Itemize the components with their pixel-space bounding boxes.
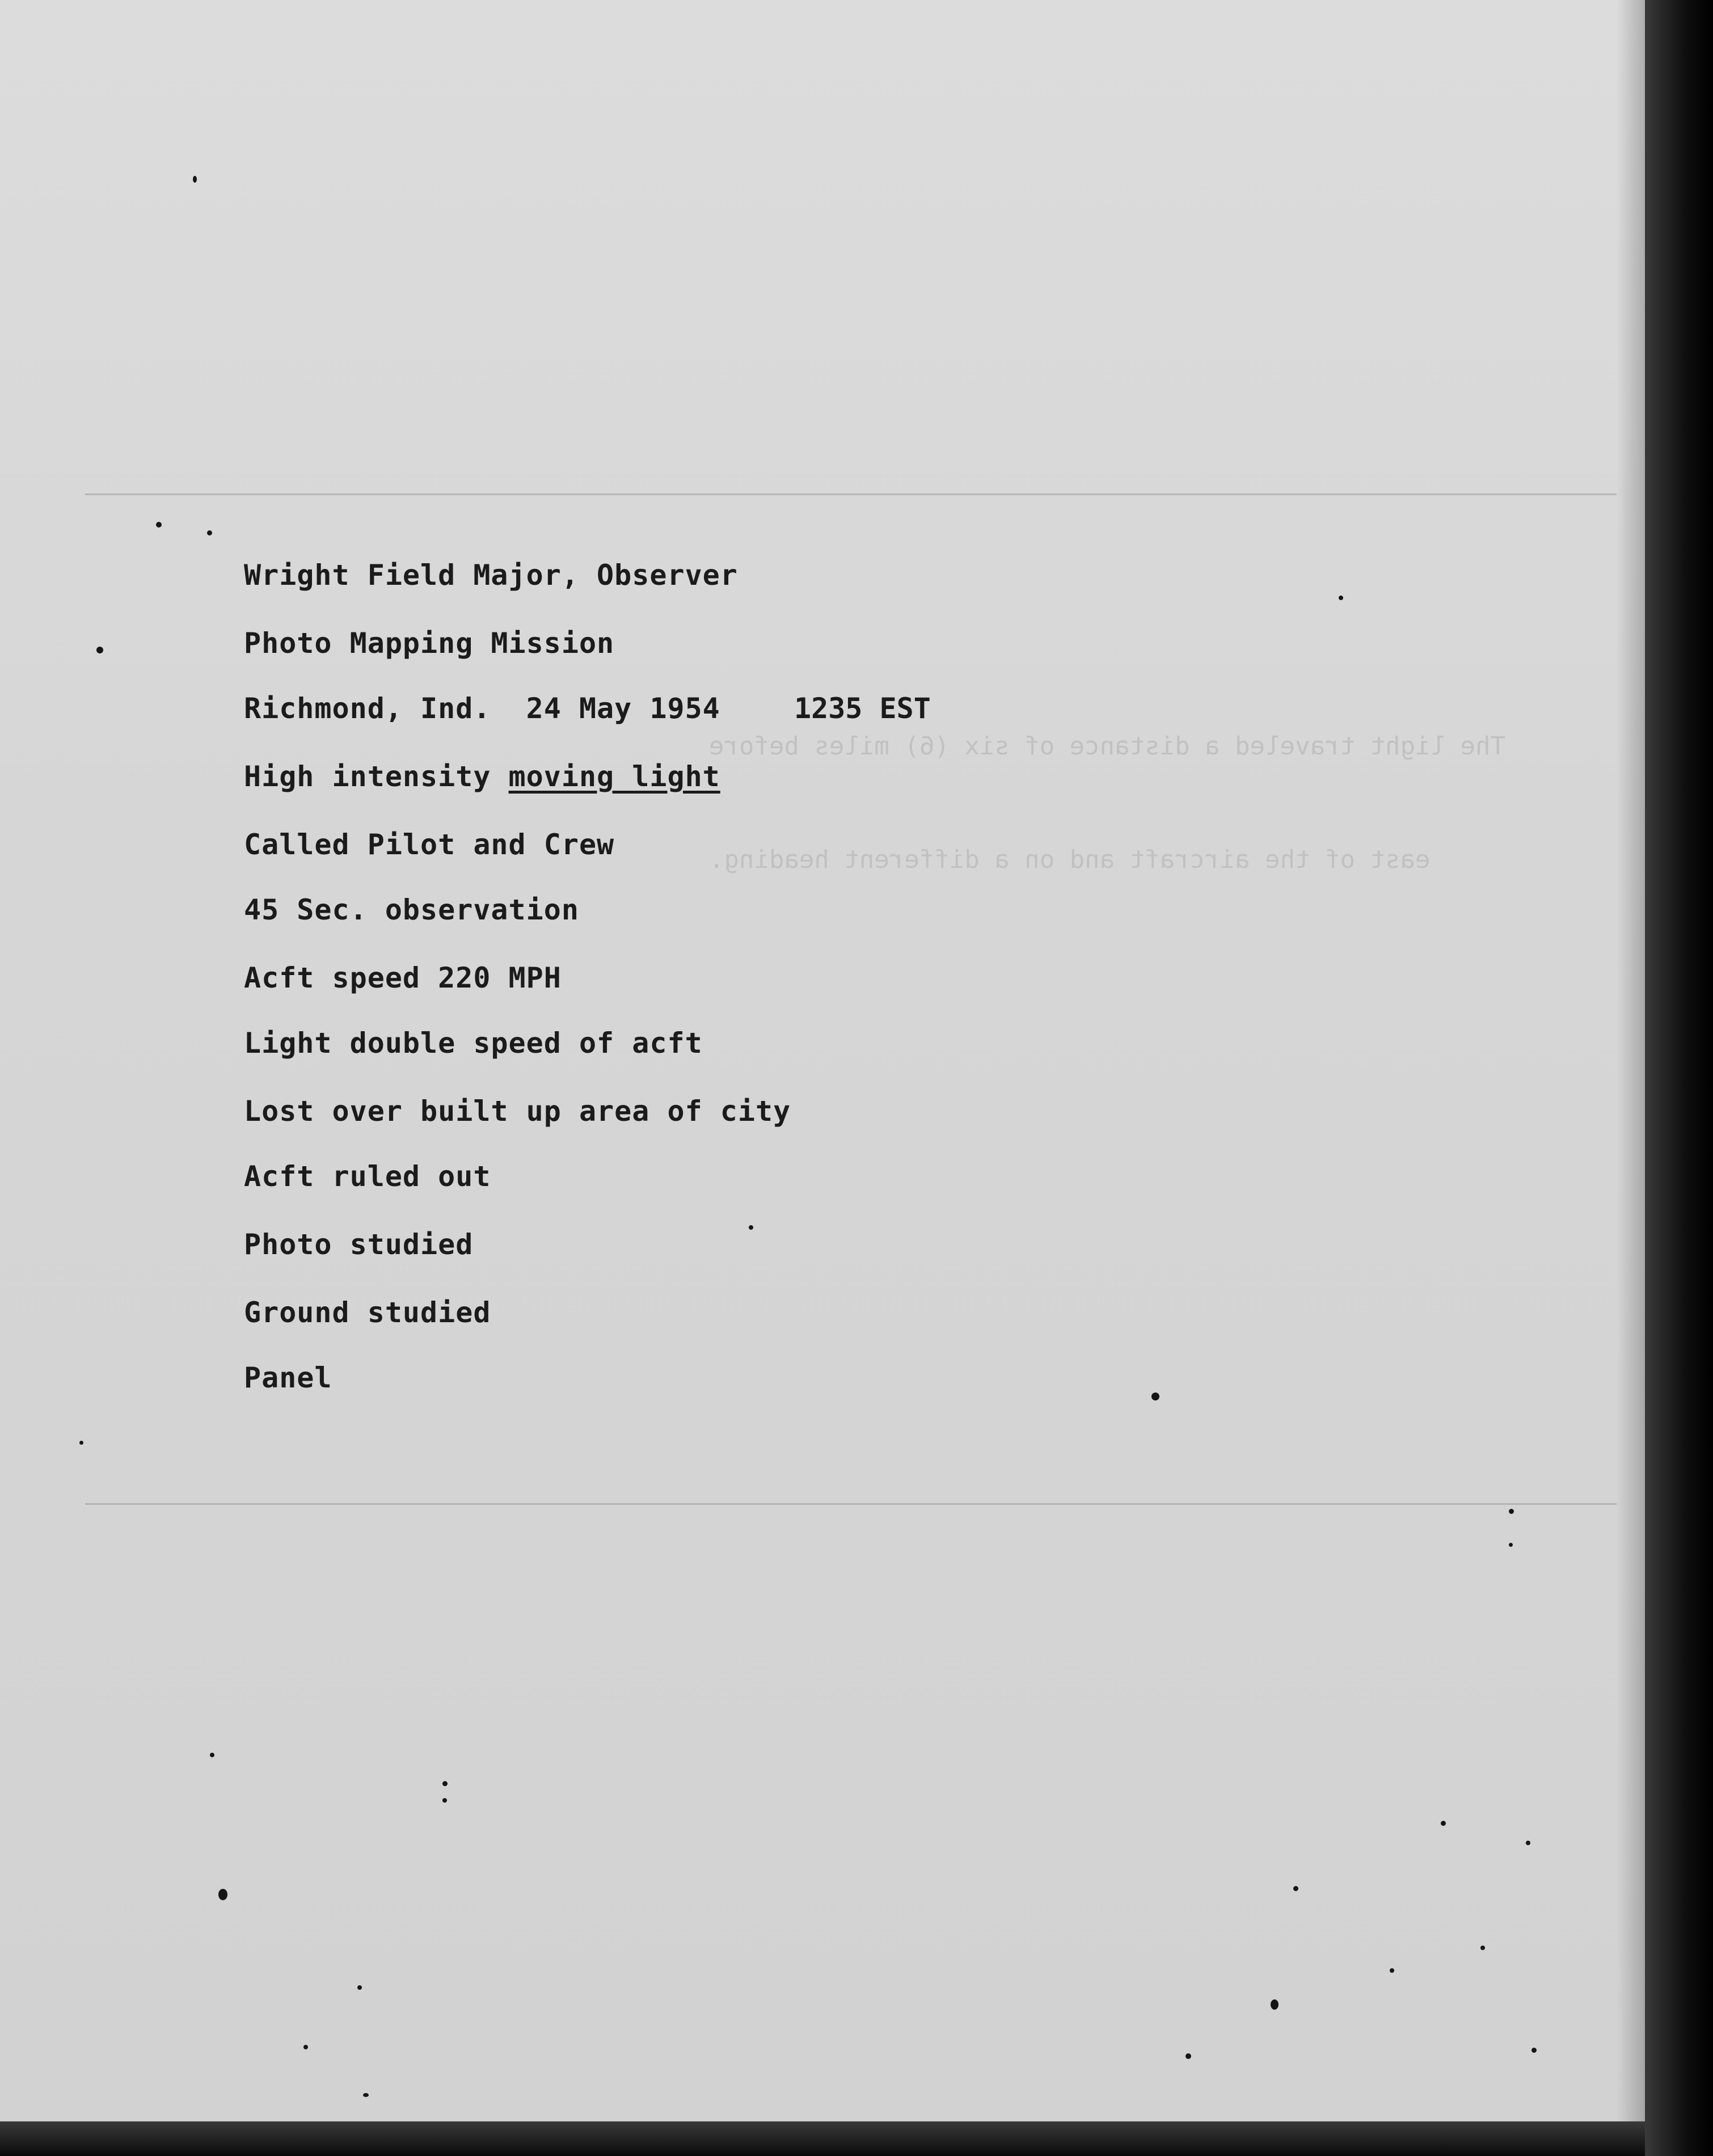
lost-line: Lost over built up area of city	[244, 1095, 791, 1128]
acft-ruled-line: Acft ruled out	[244, 1160, 491, 1193]
ground-studied-line: Ground studied	[244, 1296, 491, 1329]
dust-speck	[1185, 2053, 1191, 2059]
dust-speck	[1526, 1841, 1530, 1845]
underlined-phrase: moving light	[508, 760, 720, 793]
dust-speck	[1293, 1886, 1298, 1891]
dust-speck	[1339, 596, 1343, 600]
intensity-line	[244, 760, 720, 793]
location-date-line: Richmond, Ind. 24 May 1954	[244, 692, 720, 725]
dust-speck	[1390, 1968, 1394, 1973]
dust-speck	[156, 522, 162, 528]
dust-speck	[442, 1798, 447, 1803]
dust-speck	[363, 2093, 369, 2097]
panel-line: Panel	[244, 1361, 332, 1394]
bleed-through-text: east of the aircraft and on a different heading.	[709, 845, 1431, 874]
intensity-text: High intensity	[244, 760, 509, 793]
dust-speck	[210, 1753, 214, 1757]
dust-speck	[1441, 1821, 1446, 1826]
dust-speck	[193, 176, 197, 183]
light-speed-line: Light double speed of acft	[244, 1027, 703, 1060]
photo-studied-line: Photo studied	[244, 1228, 474, 1261]
observer-line: Wright Field Major, Observer	[244, 559, 738, 592]
observation-line: 45 Sec. observation	[244, 893, 579, 926]
dust-speck	[96, 647, 103, 653]
dust-speck	[1509, 1509, 1514, 1514]
scan-border-right	[1645, 0, 1713, 2156]
dust-speck	[749, 1225, 753, 1230]
time-text: 1235 EST	[794, 692, 931, 725]
dust-speck	[1531, 2048, 1537, 2053]
dust-speck	[1509, 1543, 1513, 1547]
dust-speck	[442, 1781, 448, 1786]
dust-speck	[1271, 1999, 1279, 2010]
pilot-crew-line: Called Pilot and Crew	[244, 828, 615, 861]
scan-border-bottom	[0, 2121, 1645, 2156]
dust-speck	[357, 1985, 362, 1990]
dust-speck	[79, 1441, 83, 1445]
dust-speck	[1480, 1946, 1485, 1950]
fold-line	[85, 493, 1617, 495]
speed-line: Acft speed 220 MPH	[244, 961, 562, 994]
dust-speck	[218, 1889, 227, 1900]
fold-line	[85, 1503, 1617, 1505]
dust-speck	[207, 530, 212, 535]
dust-speck	[303, 2045, 308, 2049]
mission-line: Photo Mapping Mission	[244, 627, 615, 660]
dust-speck	[1151, 1393, 1159, 1400]
bleed-through-text: The light traveled a distance of six (6) miles before	[709, 732, 1505, 761]
